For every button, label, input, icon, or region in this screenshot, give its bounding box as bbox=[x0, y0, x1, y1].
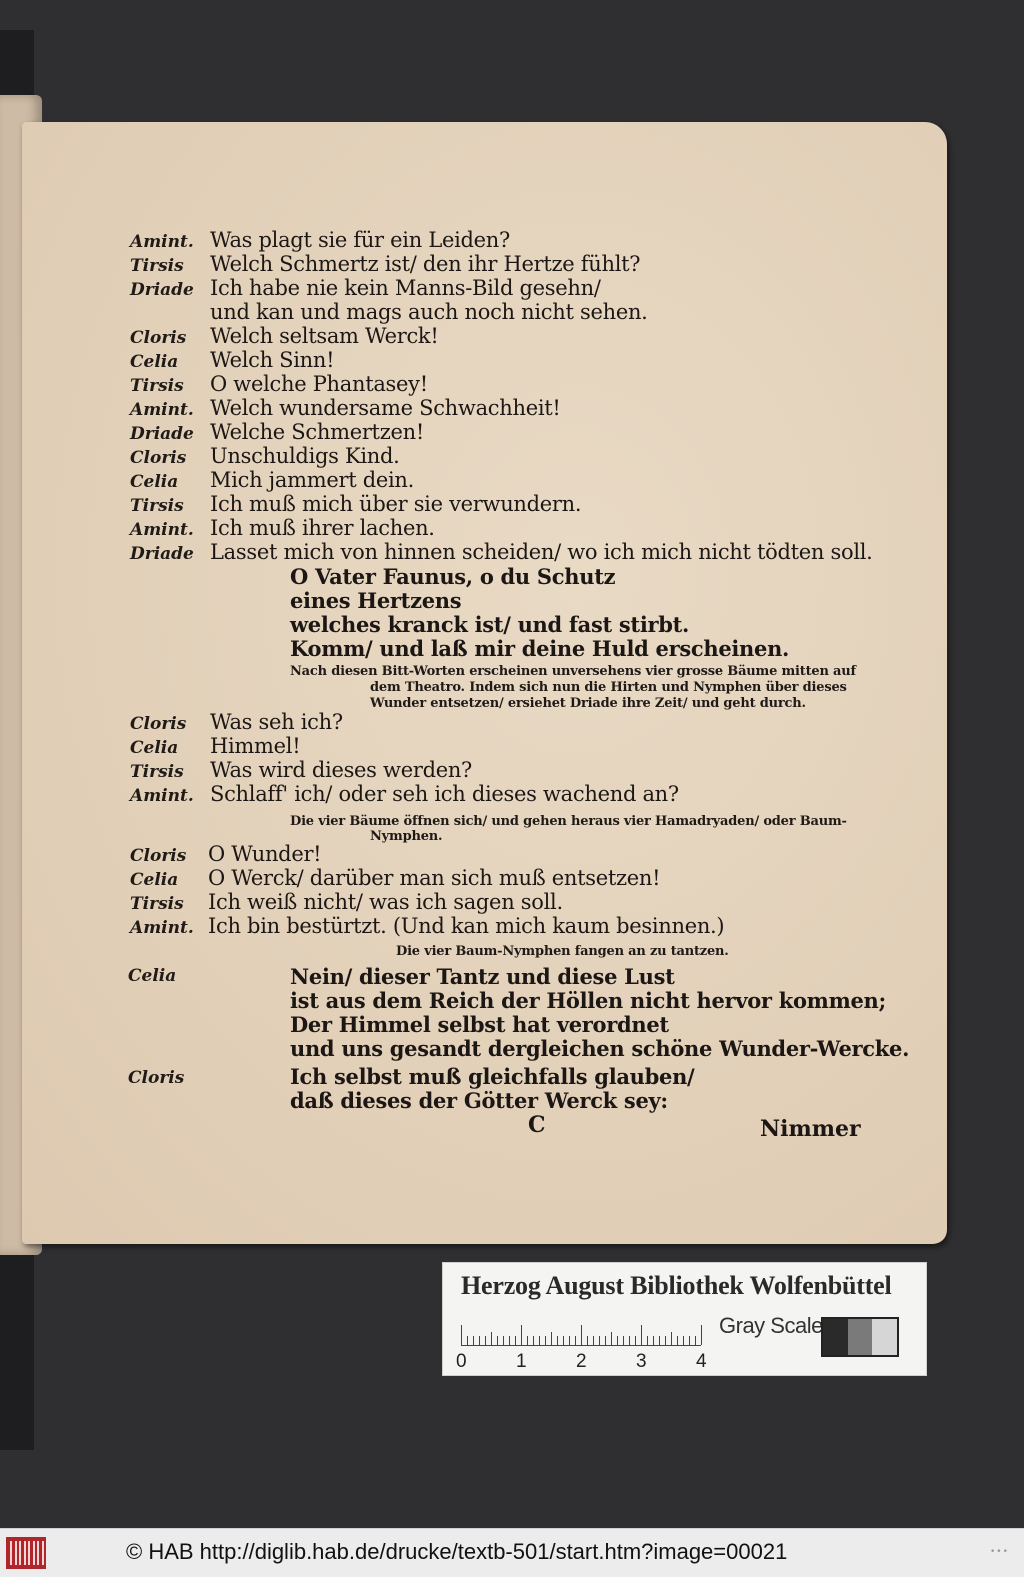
logo-bar bbox=[33, 1541, 35, 1565]
speaker-label: Cloris bbox=[130, 448, 187, 468]
ruler-tick bbox=[581, 1325, 582, 1345]
stage-direction-line: dem Theatro. Indem sich nun die Hirten und Nymphen über dieses bbox=[370, 680, 847, 695]
dialogue-line: Was wird dieses werden? bbox=[210, 758, 473, 782]
source-url[interactable]: © HAB http://diglib.hab.de/drucke/textb-501/start.htm?image=00021 bbox=[126, 1539, 788, 1564]
ruler-tick bbox=[623, 1336, 624, 1345]
ruler-tick bbox=[521, 1325, 522, 1345]
logo-bar bbox=[10, 1541, 12, 1565]
stage-direction-3: Die vier Baum-Nymphen fangen an zu tantzen. bbox=[396, 944, 729, 959]
logo-bar bbox=[24, 1541, 26, 1565]
ruler-tick bbox=[503, 1336, 504, 1345]
scale-ruler bbox=[461, 1315, 701, 1347]
dialogue-line: O Wunder! bbox=[208, 842, 322, 866]
verse-line: O Vater Faunus, o du Schutz bbox=[290, 564, 616, 589]
library-title: Herzog August Bibliothek Wolfenbüttel bbox=[461, 1271, 892, 1300]
stage-direction-line: Nach diesen Bitt-Worten erscheinen unversehens vier grosse Bäume mitten auf bbox=[290, 664, 856, 679]
speaker-label: Amint. bbox=[130, 918, 194, 938]
color-target bbox=[442, 1262, 927, 1376]
footer-bar bbox=[0, 1528, 1024, 1577]
logo-bar bbox=[42, 1541, 44, 1565]
ruler-baseline bbox=[461, 1345, 701, 1346]
ruler-tick bbox=[599, 1336, 600, 1345]
speaker-label: Driade bbox=[130, 424, 194, 444]
stage-direction-line: Nymphen. bbox=[370, 829, 443, 844]
dialogue-line: Unschuldigs Kind. bbox=[210, 444, 400, 468]
dialogue-line: Ich weiß nicht/ was ich sagen soll. bbox=[208, 890, 563, 914]
verse-line: Der Himmel selbst hat verordnet bbox=[290, 1012, 669, 1037]
ruler-tick bbox=[551, 1332, 552, 1345]
book-page bbox=[22, 122, 947, 1244]
dialogue-line: Welch Schmertz ist/ den ihr Hertze fühlt? bbox=[210, 252, 641, 276]
ruler-tick bbox=[605, 1336, 606, 1345]
ruler-tick bbox=[665, 1336, 666, 1345]
ruler-number: 0 bbox=[456, 1351, 467, 1372]
speaker-label: Celia bbox=[128, 966, 177, 986]
speaker-label: Amint. bbox=[130, 786, 194, 806]
speaker-label: Tirsis bbox=[130, 496, 184, 516]
catchword: Nimmer bbox=[760, 1116, 861, 1142]
ruler-tick bbox=[617, 1336, 618, 1345]
ruler-tick bbox=[647, 1336, 648, 1345]
ruler-tick bbox=[473, 1336, 474, 1345]
stage-direction-line: Wunder entsetzen/ ersiehet Driade ihre Zeit/ und geht durch. bbox=[370, 696, 806, 711]
stage-direction-line: Die vier Bäume öffnen sich/ und gehen heraus vier Hamadryaden/ oder Baum- bbox=[290, 814, 847, 829]
ruler-tick bbox=[527, 1336, 528, 1345]
ruler-tick bbox=[593, 1336, 594, 1345]
ruler-tick bbox=[653, 1336, 654, 1345]
speaker-label: Celia bbox=[130, 472, 179, 492]
footer-dots: ••• bbox=[990, 1547, 1009, 1557]
ruler-tick bbox=[671, 1332, 672, 1345]
dialogue-line: Was seh ich? bbox=[210, 710, 343, 734]
ruler-tick bbox=[461, 1325, 462, 1345]
logo-bar bbox=[15, 1541, 17, 1565]
ruler-number: 2 bbox=[576, 1351, 587, 1372]
ruler-tick bbox=[539, 1336, 540, 1345]
verse-line: ist aus dem Reich der Höllen nicht hervor kommen; bbox=[290, 988, 886, 1013]
dialogue-line: Ich habe nie kein Manns-Bild gesehn/ bbox=[210, 276, 601, 300]
ruler-tick bbox=[515, 1336, 516, 1345]
dialogue-line: Mich jammert dein. bbox=[210, 468, 415, 492]
verse-line: Komm/ und laß mir deine Huld erscheinen. bbox=[290, 636, 790, 661]
gray-patch bbox=[848, 1319, 873, 1355]
logo-bar bbox=[28, 1541, 30, 1565]
verse-line: und uns gesandt dergleichen schöne Wunder-Wercke. bbox=[290, 1036, 910, 1061]
dialogue-line: O Werck/ darüber man sich muß entsetzen! bbox=[208, 866, 661, 890]
speaker-label: Cloris bbox=[130, 846, 187, 866]
ruler-tick bbox=[509, 1336, 510, 1345]
dialogue-line: Ich muß mich über sie verwundern. bbox=[210, 492, 582, 516]
gray-patch bbox=[823, 1319, 848, 1355]
verse-line: eines Hertzens bbox=[290, 588, 462, 613]
speaker-label: Amint. bbox=[130, 520, 194, 540]
dialogue-line: Was plagt sie für ein Leiden? bbox=[210, 228, 510, 252]
dialogue-line: Himmel! bbox=[210, 734, 301, 758]
verse-line: welches kranck ist/ und fast stirbt. bbox=[290, 612, 690, 637]
ruler-tick bbox=[545, 1336, 546, 1345]
ruler-tick bbox=[659, 1336, 660, 1345]
ruler-number: 1 bbox=[516, 1351, 527, 1372]
speaker-label: Amint. bbox=[130, 232, 194, 252]
verse-line: daß dieses der Götter Werck sey: bbox=[290, 1088, 668, 1113]
speaker-label: Amint. bbox=[130, 400, 194, 420]
speaker-label: Tirsis bbox=[130, 894, 184, 914]
ruler-tick bbox=[533, 1336, 534, 1345]
ruler-tick bbox=[587, 1336, 588, 1345]
ruler-tick bbox=[479, 1336, 480, 1345]
speaker-label: Cloris bbox=[130, 714, 187, 734]
gray-scale-swatch bbox=[821, 1317, 899, 1357]
ruler-number: 4 bbox=[696, 1351, 707, 1372]
hab-logo-icon bbox=[6, 1537, 46, 1569]
logo-bar bbox=[37, 1541, 39, 1565]
verse-line: Ich selbst muß gleichfalls glauben/ bbox=[290, 1064, 695, 1089]
ruler-tick bbox=[677, 1336, 678, 1345]
gray-scale-label: Gray Scale bbox=[719, 1313, 823, 1338]
dialogue-line: Welche Schmertzen! bbox=[210, 420, 424, 444]
dialogue-line: O welche Phantasey! bbox=[210, 372, 428, 396]
ruler-tick bbox=[569, 1336, 570, 1345]
gray-patch bbox=[872, 1319, 897, 1355]
dialogue-line: Welch wundersame Schwachheit! bbox=[210, 396, 561, 420]
speaker-label: Celia bbox=[130, 870, 179, 890]
ruler-tick bbox=[467, 1336, 468, 1345]
speaker-label: Tirsis bbox=[130, 762, 184, 782]
ruler-tick bbox=[635, 1336, 636, 1345]
speaker-label: Cloris bbox=[128, 1068, 185, 1088]
ruler-tick bbox=[701, 1325, 702, 1345]
dialogue-line: und kan und mags auch noch nicht sehen. bbox=[210, 300, 648, 324]
signature-mark: C bbox=[528, 1112, 546, 1138]
ruler-tick bbox=[689, 1336, 690, 1345]
speaker-label: Tirsis bbox=[130, 376, 184, 396]
ruler-tick bbox=[629, 1336, 630, 1345]
ruler-tick bbox=[641, 1325, 642, 1345]
ruler-tick bbox=[611, 1332, 612, 1345]
ruler-tick bbox=[485, 1336, 486, 1345]
ruler-tick bbox=[695, 1336, 696, 1345]
ruler-tick bbox=[683, 1336, 684, 1345]
verse-line: Nein/ dieser Tantz und diese Lust bbox=[290, 964, 675, 989]
ruler-tick bbox=[491, 1332, 492, 1345]
speaker-label: Tirsis bbox=[130, 256, 184, 276]
ruler-tick bbox=[497, 1336, 498, 1345]
dialogue-line: Lasset mich von hinnen scheiden/ wo ich mich nicht tödten soll. bbox=[210, 540, 873, 564]
dialogue-line: Welch Sinn! bbox=[210, 348, 335, 372]
logo-bar bbox=[19, 1541, 21, 1565]
speaker-label: Driade bbox=[130, 544, 194, 564]
speaker-label: Driade bbox=[130, 280, 194, 300]
speaker-label: Celia bbox=[130, 352, 179, 372]
dialogue-line: Welch seltsam Werck! bbox=[210, 324, 439, 348]
speaker-label: Celia bbox=[130, 738, 179, 758]
ruler-number: 3 bbox=[636, 1351, 647, 1372]
dialogue-line: Ich muß ihrer lachen. bbox=[210, 516, 435, 540]
speaker-label: Cloris bbox=[130, 328, 187, 348]
dialogue-line: Ich bin bestürtzt. (Und kan mich kaum besinnen.) bbox=[208, 914, 725, 938]
dialogue-line: Schlaff' ich/ oder seh ich dieses wachend an? bbox=[210, 782, 679, 806]
ruler-tick bbox=[575, 1336, 576, 1345]
ruler-tick bbox=[563, 1336, 564, 1345]
ruler-tick bbox=[557, 1336, 558, 1345]
